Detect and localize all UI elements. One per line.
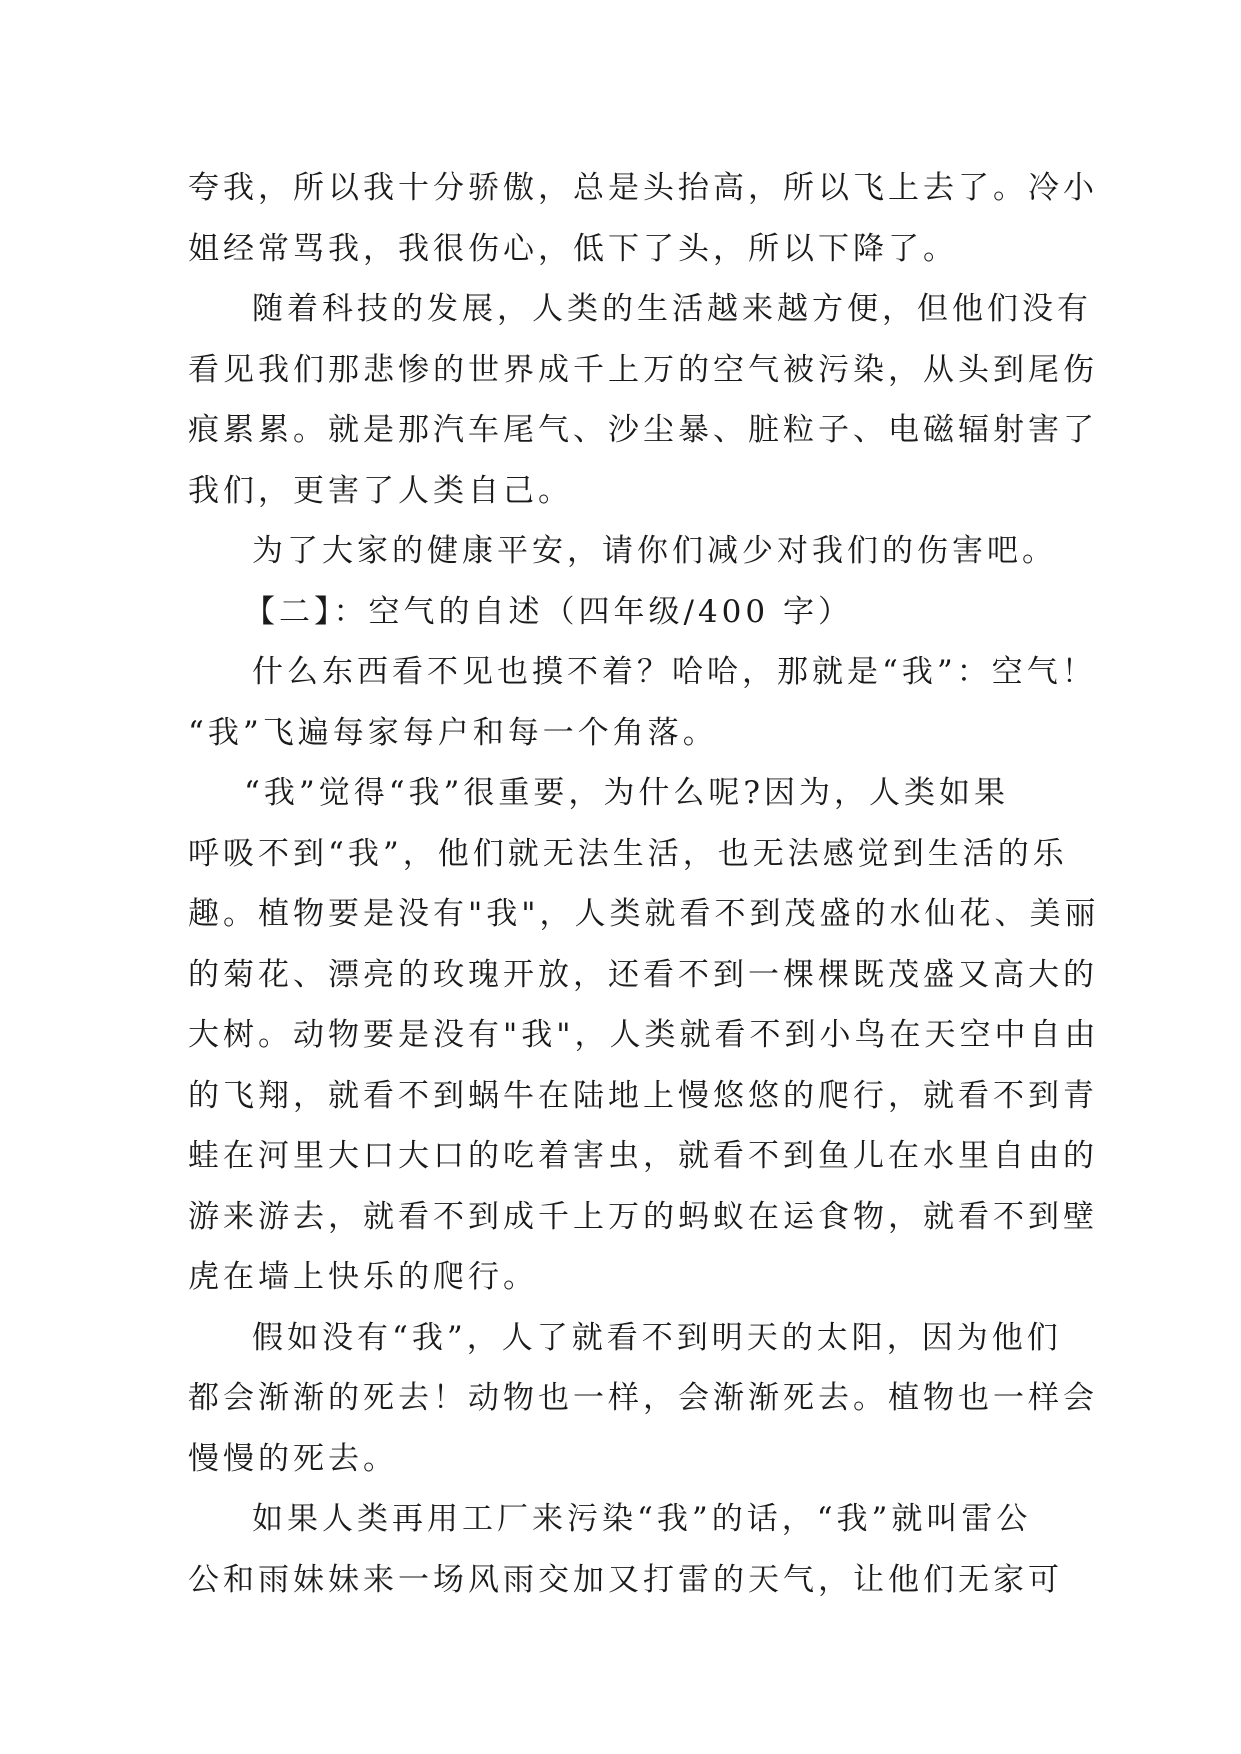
text-line: 呼吸不到“我”，他们就无法生活，也无法感觉到生活的乐	[188, 835, 1068, 872]
text-line: 夸我，所以我十分骄傲，总是头抬高，所以飞上去了。冷小	[188, 170, 1098, 206]
section-heading: 【二】：空气的自述（四年级/400 字）	[244, 593, 853, 630]
text-line: 痕累累。就是那汽车尾气、沙尘暴、脏粒子、电磁辐射害了	[188, 412, 1098, 448]
text-line: 都会渐渐的死去！动物也一样，会渐渐死去。植物也一样会	[188, 1380, 1098, 1416]
paragraph-start-line: 什么东西看不见也摸不着？哈哈，那就是“我”：空气！	[252, 654, 1097, 690]
text-line: 的菊花、漂亮的玫瑰开放，还看不到一棵棵既茂盛又高大的	[188, 956, 1098, 993]
text-line: 慢慢的死去。	[188, 1440, 398, 1477]
paragraph-start-line: 随着科技的发展，人类的生活越来越方便，但他们没有	[252, 291, 1092, 327]
text-line: 我们，更害了人类自己。	[188, 472, 573, 509]
text-line: 蛙在河里大口大口的吃着害虫，就看不到鱼儿在水里自由的	[188, 1138, 1098, 1174]
paragraph-start-line: “我”觉得“我”很重要，为什么呢?因为，人类如果	[244, 775, 1010, 811]
text-line: 虎在墙上快乐的爬行。	[188, 1259, 538, 1295]
paragraph-start-line: 如果人类再用工厂来污染“我”的话，“我”就叫雷公	[252, 1501, 1032, 1537]
text-line: “我”飞遍每家每户和每一个角落。	[188, 714, 718, 751]
text-line: 公和雨妹妹来一场风雨交加又打雷的天气，让他们无家可	[188, 1561, 1063, 1598]
paragraph-start-line: 假如没有“我”，人了就看不到明天的太阳，因为他们	[252, 1319, 1062, 1356]
text-line: 趣。植物要是没有"我"，人类就看不到茂盛的水仙花、美丽	[188, 896, 1100, 932]
text-line: 姐经常骂我，我很伤心，低下了头，所以下降了。	[188, 230, 958, 267]
text-line: 游来游去，就看不到成千上万的蚂蚁在运食物，就看不到壁	[188, 1198, 1098, 1235]
text-line: 看见我们那悲惨的世界成千上万的空气被污染，从头到尾伤	[188, 351, 1098, 388]
text-line: 大树。动物要是没有"我"，人类就看不到小鸟在天空中自由	[188, 1017, 1100, 1053]
document-body	[188, 158, 1100, 1610]
text-line: 的飞翔，就看不到蜗牛在陆地上慢悠悠的爬行，就看不到青	[188, 1077, 1098, 1114]
paragraph-start-line: 为了大家的健康平安，请你们减少对我们的伤害吧。	[252, 533, 1057, 569]
